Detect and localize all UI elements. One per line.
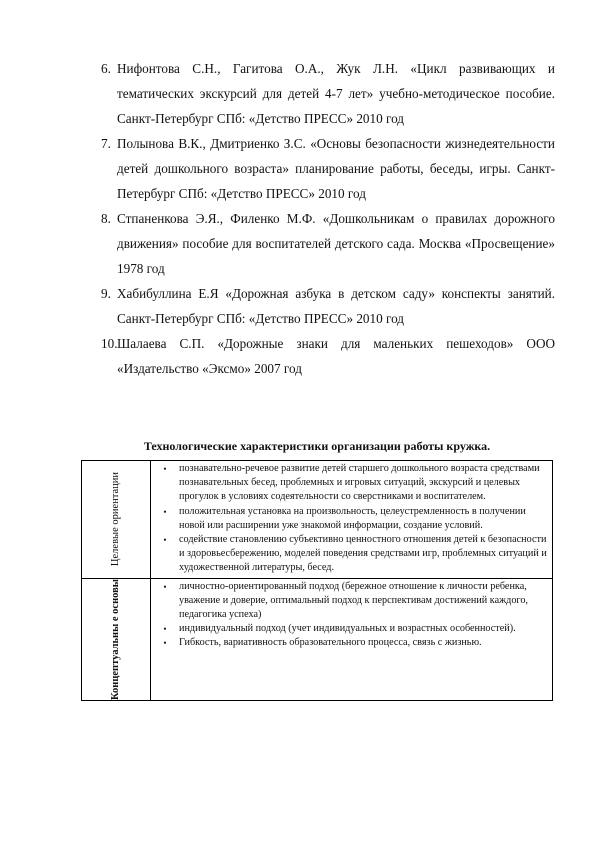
- bullet-list: [151, 579, 552, 653]
- reference-number: 9.: [101, 286, 111, 301]
- reference-text: Стпаненкова Э.Я., Филенко М.Ф. «Дошкольникам о правилах дорожного движения» пособие для воспитателей детского сада. Москва «Просвещение» 1978 год: [117, 211, 555, 276]
- reference-item: [101, 281, 555, 331]
- list-item-text: познавательно-речевое развитие детей старшего дошкольного возраста средствами познавательных бесед, проблемных и игровых ситуаций, экскурсий и целевых прогулок в условиях содеятельности со сверстниками и воспитателем.: [179, 463, 540, 503]
- reference-text: Полынова В.К., Дмитриенко З.С. «Основы безопасности жизнедеятельности детей дошкольного возраста» планирование работы, беседы, игры. Санкт-Петербург СПб: «Детство ПРЕСС» 2010 год: [117, 136, 555, 201]
- characteristics-table: [81, 460, 553, 701]
- row-content-cell: [151, 461, 553, 579]
- list-item: [151, 622, 550, 636]
- bullet-icon: •: [163, 464, 167, 474]
- reference-text: Нифонтова С.Н., Гагитова О.А., Жук Л.Н. «Цикл развивающих и тематических экскурсий для детей 4-7 лет» учебно-методическое пособие. Санкт-Петербург СПб: «Детство ПРЕСС» 2010 год: [117, 61, 555, 126]
- bullet-icon: •: [163, 535, 167, 546]
- bullet-icon: •: [163, 581, 167, 592]
- list-item-text: положительная установка на произвольность, целеустремленность в получении новой или расширении уже знакомой информации, создание условий.: [179, 505, 526, 531]
- reference-number: 6.: [101, 61, 111, 76]
- row-content-cell: [151, 578, 553, 700]
- table-row: [82, 461, 553, 579]
- row-label: Концептуальны е основы: [110, 578, 121, 700]
- list-item-text: содействие становлению субъективно ценностного отношения детей к безопасности и здоровьесбережению, моделей поведения средствами игр, проблемных ситуаций и художественной литературы, бесед.: [179, 534, 547, 574]
- bullet-icon: •: [163, 638, 167, 649]
- reference-item: [101, 131, 555, 206]
- list-item: [151, 533, 550, 576]
- reference-number: 10.: [101, 336, 118, 351]
- reference-item: [101, 56, 555, 131]
- bullet-icon: •: [163, 624, 167, 635]
- reference-number: 8.: [101, 211, 111, 226]
- row-label-cell: [82, 461, 151, 579]
- reference-number: 7.: [101, 136, 111, 151]
- list-item: [151, 580, 550, 623]
- bullet-list: [151, 461, 552, 578]
- bullet-icon: •: [163, 506, 167, 517]
- section-title: Технологические характеристики организации работы кружка.: [143, 439, 491, 453]
- list-item-text: личностно-ориентированный подход (бережное отношение к личности ребенка, уважение и доверие, оптимальный подход к перспективам достижений каждого, педагогика успеха): [179, 580, 528, 621]
- reference-item: [101, 331, 555, 381]
- reference-list: [101, 56, 555, 381]
- list-item: [151, 505, 550, 533]
- reference-item: [101, 206, 555, 281]
- row-label: Целевые ориентации: [110, 472, 121, 567]
- reference-text: Шалаева С.П. «Дорожные знаки для маленьких пешеходов» ООО «Издательство «Эксмо» 2007 год: [117, 336, 555, 376]
- list-item-text: индивидуальный подход (учет индивидуальных и возрастных особенностей).: [179, 623, 516, 635]
- list-item: [151, 462, 550, 505]
- row-label-cell: [82, 578, 151, 700]
- list-item-text: Гибкость, вариативность образовательного процесса, связь с жизнью.: [179, 637, 482, 649]
- reference-text: Хабибуллина Е.Я «Дорожная азбука в детском саду» конспекты занятий. Санкт-Петербург СПб: «Детство ПРЕСС» 2010 год: [117, 286, 555, 326]
- list-item: [151, 636, 550, 650]
- table-row: [82, 578, 553, 700]
